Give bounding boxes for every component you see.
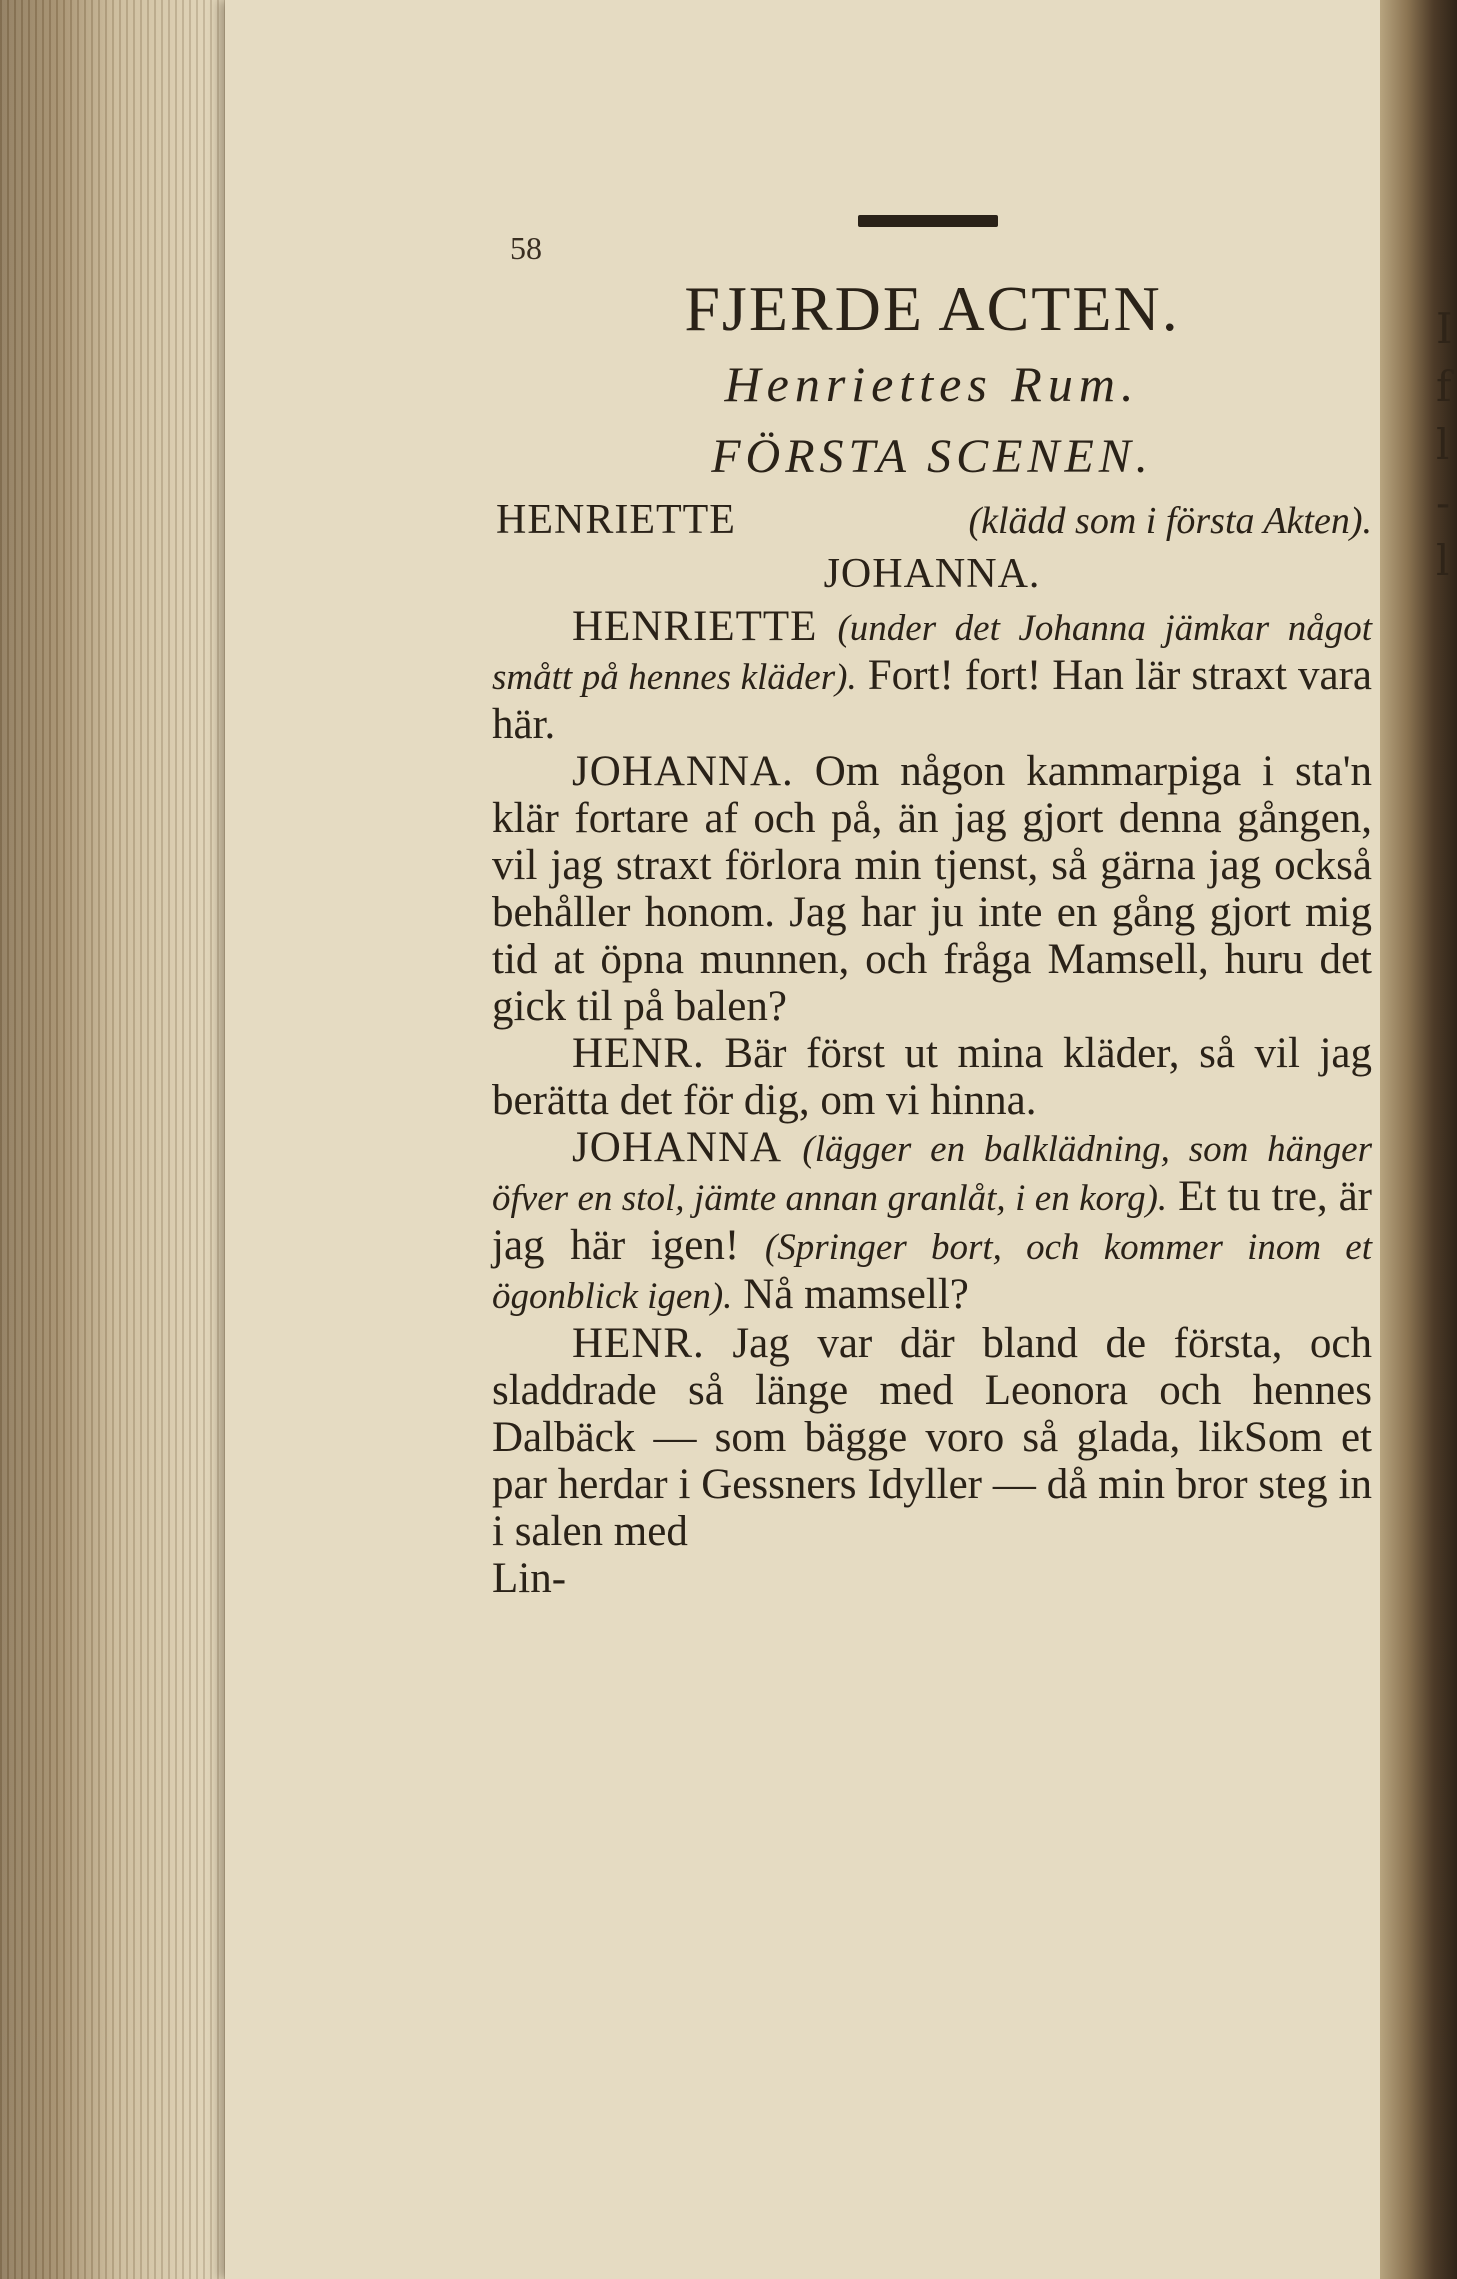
speaker-name: JOHANNA [572, 1124, 783, 1171]
next-page-glyph: l [1436, 536, 1450, 585]
cast-note: (klädd som i första Akten). [968, 500, 1372, 542]
dialogue-paragraph [492, 748, 1372, 1030]
next-page-glyph: l [1436, 420, 1450, 469]
page-number: 58 [510, 230, 542, 266]
stage-direction: (under det Johanna jämkar något smått på hennes kläder). [492, 608, 1373, 698]
cast-name: JOHANNA. [823, 551, 1041, 597]
cast-line [492, 497, 1372, 545]
dialogue-text: Bär först ut mina kläder, så vil jag berätta det för dig, om vi hinna. [492, 1030, 1373, 1124]
scene-location: Henriettes Rum. [724, 356, 1140, 412]
page-text [492, 205, 1372, 1602]
dialogue-text: Fort! fort! Han lär straxt vara här. [492, 652, 1372, 748]
header-rule [858, 215, 998, 227]
dialogue-text: Jag var där bland de första, och sladdrade så länge med Leonora och hennes Dalbäck — som bägge voro så glada, likSom et par herdar i Gessners Idyller — då min bror steg in i salen med [492, 1320, 1372, 1555]
dialogue-paragraph [492, 1320, 1372, 1555]
stage-direction: (lägger en balklädning, som hänger öfver en stol, jämte annan granlåt, i en korg). [492, 1129, 1372, 1219]
dialogue-text: Nå mamsell? [743, 1271, 969, 1318]
page-header [492, 205, 1372, 265]
dialogue-text: Et tu tre, är jag här igen! [492, 1173, 1373, 1269]
cast-name: HENRIETTE [496, 497, 736, 543]
dialogue-paragraph [492, 1124, 1372, 1320]
next-page-fragment [1436, 300, 1457, 590]
act-title: FJERDE ACTEN. [684, 273, 1180, 344]
speaker-name: HENRIETTE [572, 603, 818, 650]
catchword: Lin- [492, 1555, 567, 1602]
dialogue-paragraph [492, 603, 1372, 748]
page-edges [0, 0, 230, 2279]
next-page-glyph: - [1436, 478, 1451, 527]
next-page-glyph: I [1436, 304, 1453, 353]
dialogue-paragraph [492, 1030, 1372, 1124]
scene-title: FÖRSTA SCENEN. [711, 430, 1153, 483]
speaker-name: HENR. [572, 1320, 705, 1367]
stage-direction: (Springer bort, och kommer inom et ögonblick igen). [492, 1227, 1373, 1317]
cast-list [492, 497, 1372, 603]
speaker-name: JOHANNA. [572, 748, 794, 795]
speaker-name: HENR. [572, 1030, 705, 1077]
next-page-glyph: f [1436, 362, 1452, 411]
dialogue-text: Om någon kammarpiga i sta'n klär fortare af och på, än jag gjort denna gången, vil jag straxt förlora min tjenst, så gärna jag också behåller honom. Jag har ju inte en gång gjort mig tid at öpna munnen, och fråga Mamsell, huru det gick til på balen? [492, 748, 1373, 1030]
